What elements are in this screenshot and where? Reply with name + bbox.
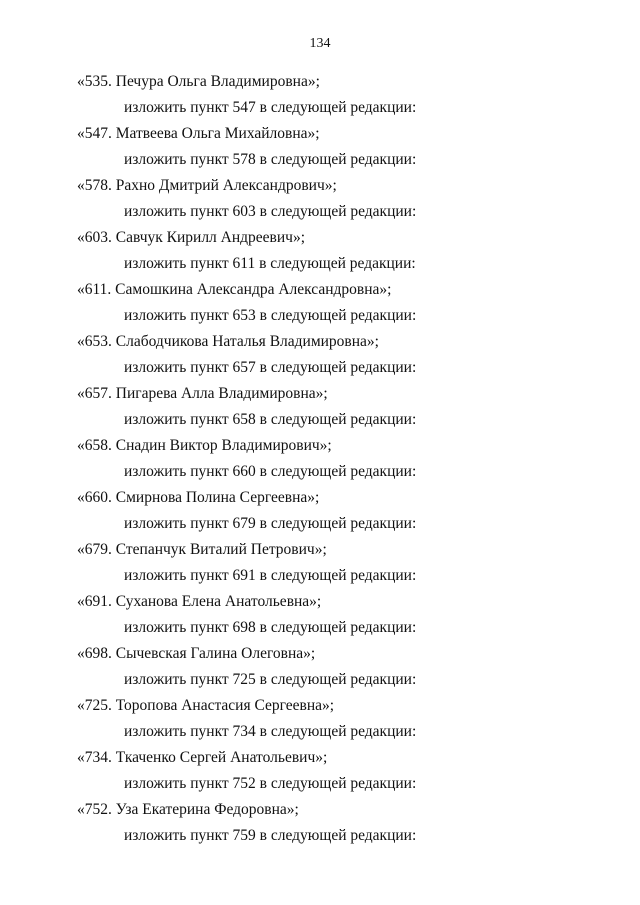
entry-line: «734. Ткаченко Сергей Анатольевич»; (77, 749, 328, 766)
instruction-line: изложить пункт 578 в следующей редакции: (124, 151, 417, 168)
entry-line: «691. Суханова Елена Анатольевна»; (77, 593, 322, 610)
entry-line: «725. Торопова Анастасия Сергеевна»; (77, 697, 335, 714)
entry-line: «752. Уза Екатерина Федоровна»; (77, 801, 299, 818)
instruction-line: изложить пункт 657 в следующей редакции: (124, 359, 417, 376)
instruction-line: изложить пункт 660 в следующей редакции: (124, 463, 417, 480)
entry-line: «658. Снадин Виктор Владимирович»; (77, 437, 332, 454)
document-body (0, 69, 640, 849)
entry-line: «679. Степанчук Виталий Петрович»; (77, 541, 327, 558)
instruction-line: изложить пункт 698 в следующей редакции: (124, 619, 417, 636)
entry-line: «603. Савчук Кирилл Андреевич»; (77, 229, 306, 246)
instruction-line: изложить пункт 679 в следующей редакции: (124, 515, 417, 532)
instruction-line: изложить пункт 725 в следующей редакции: (124, 671, 417, 688)
instruction-line: изложить пункт 658 в следующей редакции: (124, 411, 417, 428)
instruction-line: изложить пункт 611 в следующей редакции: (124, 255, 416, 272)
page-number: 134 (309, 36, 331, 51)
entry-line: «535. Печура Ольга Владимировна»; (77, 73, 320, 90)
instruction-line: изложить пункт 691 в следующей редакции: (124, 567, 417, 584)
entry-line: «657. Пигарева Алла Владимировна»; (77, 385, 328, 402)
entry-line: «660. Смирнова Полина Сергеевна»; (77, 489, 320, 506)
entry-line: «611. Самошкина Александра Александровна»; (77, 281, 392, 298)
instruction-line: изложить пункт 603 в следующей редакции: (124, 203, 417, 220)
instruction-line: изложить пункт 734 в следующей редакции: (124, 723, 417, 740)
instruction-line: изложить пункт 653 в следующей редакции: (124, 307, 417, 324)
entry-line: «653. Слабодчикова Наталья Владимировна»; (77, 333, 379, 350)
instruction-line: изложить пункт 759 в следующей редакции: (124, 827, 417, 844)
instruction-line: изложить пункт 547 в следующей редакции: (124, 99, 417, 116)
instruction-line: изложить пункт 752 в следующей редакции: (124, 775, 417, 792)
entry-line: «547. Матвеева Ольга Михайловна»; (77, 125, 320, 142)
entry-line: «578. Рахно Дмитрий Александрович»; (77, 177, 337, 194)
entry-line: «698. Сычевская Галина Олеговна»; (77, 645, 316, 662)
